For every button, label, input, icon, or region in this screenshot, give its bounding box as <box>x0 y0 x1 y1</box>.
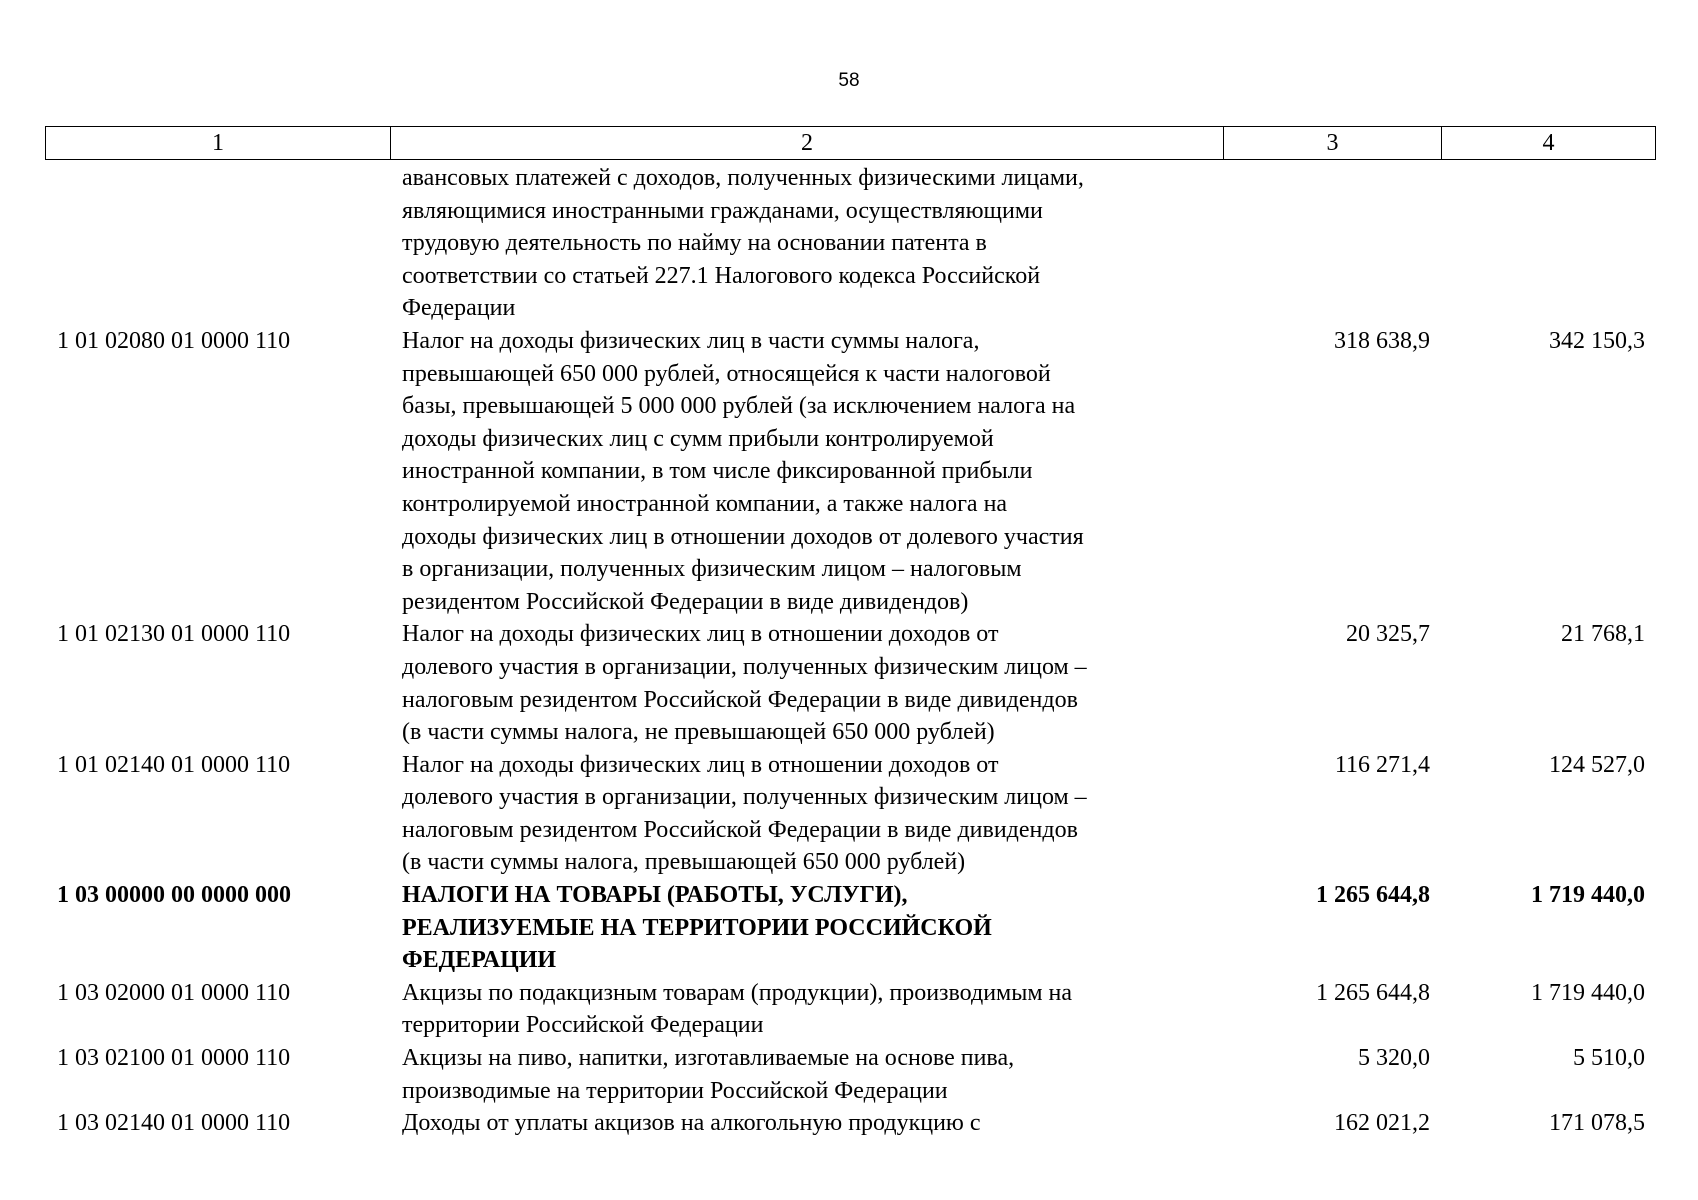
row-value-col4: 171 078,5 <box>1549 1110 1645 1137</box>
description-line: (в части суммы налога, не превышающей 650 000 рублей) <box>402 719 995 746</box>
description-line: налоговым резидентом Российской Федерации в виде дивидендов <box>402 816 1078 843</box>
row-value-col4: 21 768,1 <box>1561 621 1645 648</box>
description-line: доходы физических лиц в отношении доходов от долевого участия <box>402 523 1084 550</box>
row-value-col3: 5 320,0 <box>1358 1045 1430 1072</box>
row-value-col4: 124 527,0 <box>1549 751 1645 778</box>
description-line: налоговым резидентом Российской Федерации в виде дивидендов <box>402 686 1078 713</box>
table-row <box>45 977 1656 1042</box>
row-code: 1 03 02000 01 0000 110 <box>57 979 291 1006</box>
row-value-col4: 1 719 440,0 <box>1531 979 1645 1006</box>
table-row <box>45 1042 1656 1107</box>
header-col-3: 3 <box>1224 127 1442 159</box>
row-value-col3: 1 265 644,8 <box>1316 979 1430 1006</box>
description-line: Акцизы на пиво, напитки, изготавливаемые на основе пива, <box>402 1045 1015 1072</box>
description-line: Налог на доходы физических лиц в отношении доходов от <box>402 751 999 778</box>
table-row <box>45 162 1656 325</box>
description-line: трудовую деятельность по найму на основании патента в <box>402 230 987 257</box>
table-body <box>45 162 1656 1140</box>
header-col-1: 1 <box>46 127 391 159</box>
description-line: (в части суммы налога, превышающей 650 000 рублей) <box>402 849 966 876</box>
row-code: 1 03 02100 01 0000 110 <box>57 1045 291 1072</box>
row-value-col3 <box>1223 162 1441 325</box>
row-code: 1 03 02140 01 0000 110 <box>57 1110 291 1137</box>
description-line: соответствии со статьей 227.1 Налогового кодекса Российской <box>402 262 1041 289</box>
row-value-col4: 1 719 440,0 <box>1531 882 1645 909</box>
row-value-col4 <box>1441 162 1656 325</box>
description-line: иностранной компании, в том числе фиксированной прибыли <box>402 458 1033 485</box>
row-code: 1 01 02130 01 0000 110 <box>57 621 291 648</box>
description-line: резидентом Российской Федерации в виде дивидендов) <box>402 588 969 615</box>
row-value-col3: 20 325,7 <box>1346 621 1430 648</box>
page-number: 58 <box>838 70 860 91</box>
row-description <box>390 977 1223 1042</box>
row-value-col3: 162 021,2 <box>1334 1110 1430 1137</box>
description-line: долевого участия в организации, полученных физическим лицом – <box>402 784 1087 811</box>
row-description <box>390 749 1223 879</box>
description-line: доходы физических лиц с сумм прибыли контролируемой <box>402 425 994 452</box>
row-description <box>390 618 1223 748</box>
description-line: являющимися иностранными гражданами, осуществляющими <box>402 197 1043 224</box>
description-line: Федерации <box>402 295 516 322</box>
description-line: производимые на территории Российской Федерации <box>402 1077 948 1104</box>
description-line: Налог на доходы физических лиц в части суммы налога, <box>402 327 980 354</box>
description-line: Доходы от уплаты акцизов на алкогольную продукцию с <box>402 1110 981 1137</box>
row-value-col3: 116 271,4 <box>1334 751 1430 778</box>
description-line: территории Российской Федерации <box>402 1012 764 1039</box>
row-description <box>390 879 1223 977</box>
row-code <box>45 162 390 325</box>
header-col-4: 4 <box>1542 130 1555 156</box>
description-line: НАЛОГИ НА ТОВАРЫ (РАБОТЫ, УСЛУГИ), <box>402 882 908 909</box>
row-description <box>390 1042 1223 1107</box>
table-row <box>45 1107 1656 1140</box>
row-description <box>390 325 1223 618</box>
header-col-2: 2 <box>391 127 1224 159</box>
row-value-col3: 318 638,9 <box>1334 327 1430 354</box>
row-value-col4: 5 510,0 <box>1573 1045 1645 1072</box>
description-line: ФЕДЕРАЦИИ <box>402 947 557 974</box>
table-row <box>45 749 1656 879</box>
row-value-col4: 342 150,3 <box>1549 327 1645 354</box>
row-code: 1 03 00000 00 0000 000 <box>57 882 291 909</box>
table-row <box>45 325 1656 618</box>
table-header <box>45 126 1656 160</box>
table-row <box>45 879 1656 977</box>
row-description <box>390 1107 1223 1140</box>
description-line: авансовых платежей с доходов, полученных физическими лицами, <box>402 165 1084 191</box>
description-line: РЕАЛИЗУЕМЫЕ НА ТЕРРИТОРИИ РОССИЙСКОЙ <box>402 914 992 941</box>
description-line: базы, превышающей 5 000 000 рублей (за исключением налога на <box>402 393 1076 420</box>
description-line: Акцизы по подакцизным товарам (продукции), производимым на <box>402 979 1073 1006</box>
row-code: 1 01 02080 01 0000 110 <box>57 327 291 354</box>
row-value-col3: 1 265 644,8 <box>1316 882 1430 909</box>
description-line: долевого участия в организации, полученных физическим лицом – <box>402 653 1087 680</box>
description-line: превышающей 650 000 рублей, относящейся к части налоговой <box>402 360 1051 387</box>
description-line: Налог на доходы физических лиц в отношении доходов от <box>402 621 999 648</box>
row-description <box>390 162 1223 325</box>
description-line: в организации, полученных физическим лицом – налоговым <box>402 556 1022 583</box>
table-row <box>45 618 1656 748</box>
description-line: контролируемой иностранной компании, а также налога на <box>402 490 1008 517</box>
row-code: 1 01 02140 01 0000 110 <box>57 751 291 778</box>
